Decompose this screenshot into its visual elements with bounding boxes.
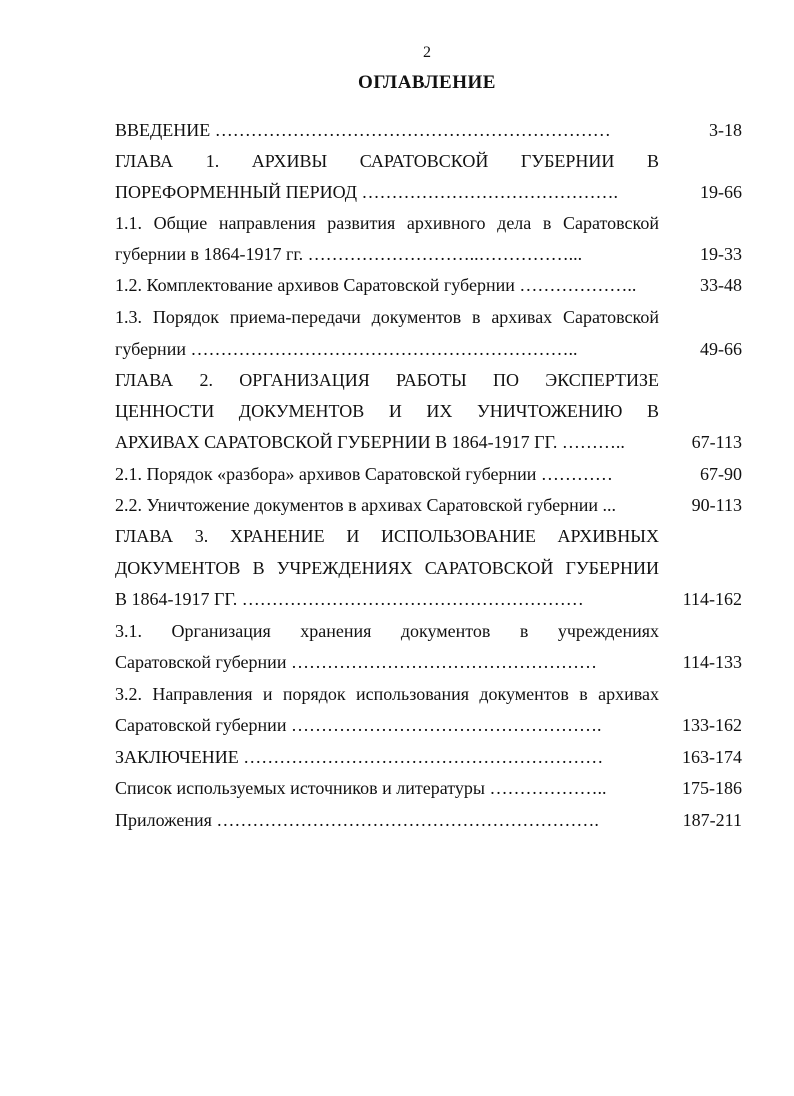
toc-entry-line: ЗАКЛЮЧЕНИЕ ……………………………………………………	[115, 747, 604, 767]
toc-entry-line: Саратовской губернии ……………………………………………	[115, 652, 597, 672]
toc-entry-pages: 133-162	[682, 715, 742, 735]
toc-entry-line: губернии в 1864-1917 гг. ………………………..……………...	[115, 244, 583, 264]
toc-entry-pages: 163-174	[682, 747, 742, 767]
toc-entry-line: 2.2. Уничтожение документов в архивах Саратовской губернии ...	[115, 495, 616, 515]
toc-entry-line: губернии ………………………………………………………..	[115, 339, 578, 359]
toc-entry-pages: 33-48	[700, 275, 742, 295]
toc-entry-line: АРХИВАХ САРАТОВСКОЙ ГУБЕРНИИ В 1864-1917 ГГ. ………..	[115, 432, 625, 452]
toc-entry-line: ПОРЕФОРМЕННЫЙ ПЕРИОД …………………………………….	[115, 182, 619, 202]
toc-entry-pages: 67-90	[700, 464, 742, 484]
toc-entry-line: ВВЕДЕНИЕ …………………………………………………………	[115, 120, 611, 140]
toc-entry-pages: 19-66	[700, 182, 742, 202]
page-number: 2	[423, 44, 431, 61]
toc-entry-pages: 187-211	[682, 810, 742, 830]
toc-entry-pages: 175-186	[682, 778, 742, 798]
toc-entry-line: ДОКУМЕНТОВ В УЧРЕЖДЕНИЯХ САРАТОВСКОЙ ГУБЕРНИИ	[115, 558, 659, 578]
toc-entry-pages: 67-113	[691, 432, 742, 452]
toc-entry-line: Список используемых источников и литературы ………………..	[115, 778, 607, 798]
toc-entry-line: ЦЕННОСТИ ДОКУМЕНТОВ И ИХ УНИЧТОЖЕНИЮ В	[115, 401, 659, 421]
toc-entry-line: Саратовской губернии …………………………………………….	[115, 715, 602, 735]
toc-entry-line: ГЛАВА 2. ОРГАНИЗАЦИЯ РАБОТЫ ПО ЭКСПЕРТИЗЕ	[115, 370, 659, 390]
toc-entry-pages: 114-162	[682, 589, 742, 609]
toc-entry-pages: 90-113	[691, 495, 742, 515]
toc-entry-pages: 49-66	[700, 339, 742, 359]
toc-entry-line: 1.1. Общие направления развития архивного дела в Саратовской	[115, 213, 659, 233]
toc-entry-pages: 114-133	[682, 652, 742, 672]
toc-entry-line: 1.2. Комплектование архивов Саратовской губернии ………………..	[115, 275, 637, 295]
toc-entry-line: 3.2. Направления и порядок использования документов в архивах	[115, 684, 659, 704]
toc-entry-line: Приложения ……………………………………………………….	[115, 810, 599, 830]
toc-entry-line: 3.1. Организация хранения документов в учреждениях	[115, 621, 659, 641]
toc-entry-line: ГЛАВА 1. АРХИВЫ САРАТОВСКОЙ ГУБЕРНИИ В	[115, 151, 659, 171]
toc-entry-pages: 3-18	[709, 120, 742, 140]
toc-entry-line: ГЛАВА 3. ХРАНЕНИЕ И ИСПОЛЬЗОВАНИЕ АРХИВНЫХ	[115, 526, 659, 546]
toc-entry-line: 2.1. Порядок «разбора» архивов Саратовской губернии …………	[115, 464, 613, 484]
page-title: ОГЛАВЛЕНИЕ	[358, 72, 496, 93]
toc-entry-line: 1.3. Порядок приема-передачи документов в архивах Саратовской	[115, 307, 659, 327]
toc-entry-line: В 1864-1917 ГГ. …………………………………………………	[115, 589, 584, 609]
toc-entry-pages: 19-33	[700, 244, 742, 264]
